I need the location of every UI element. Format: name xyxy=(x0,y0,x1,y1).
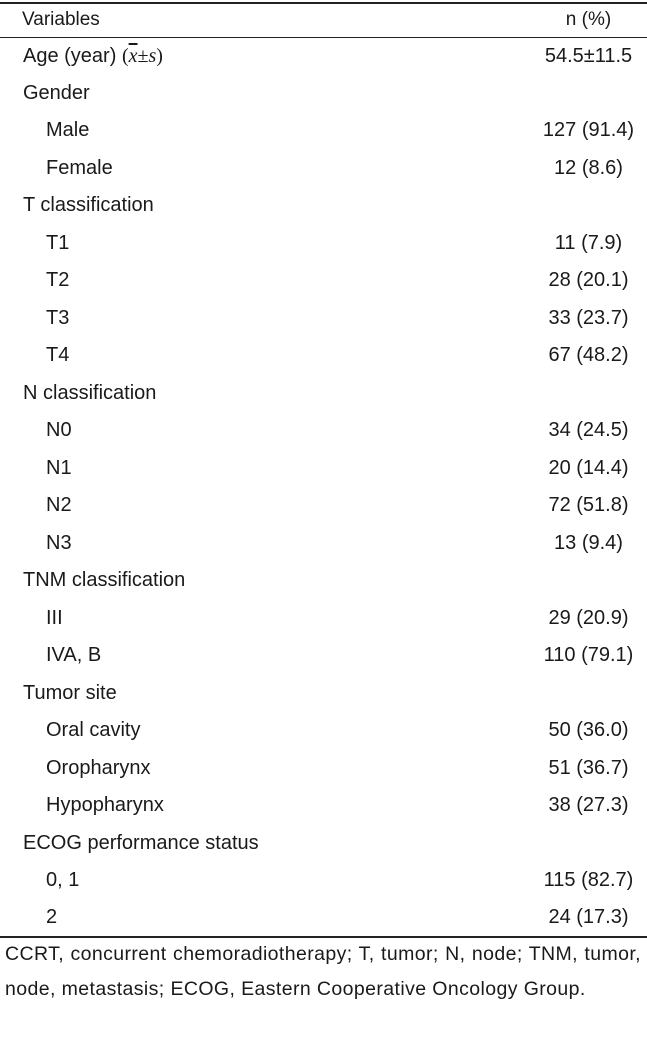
table-row xyxy=(0,712,647,750)
row-value: 51 (36.7) xyxy=(548,756,629,779)
row-value xyxy=(470,75,647,113)
table-row xyxy=(0,862,647,900)
category-label: Gender xyxy=(23,81,90,104)
row-value xyxy=(470,187,647,225)
table-row xyxy=(0,300,647,338)
category-label: Tumor site xyxy=(23,681,117,704)
row-value: 20 (14.4) xyxy=(548,456,629,479)
row-label: IVA, B xyxy=(46,644,102,667)
row-label: III xyxy=(46,606,63,629)
table-row xyxy=(0,112,647,150)
table-row xyxy=(0,525,647,563)
row-value: 38 (27.3) xyxy=(548,794,629,817)
table-row xyxy=(0,337,647,375)
row-value xyxy=(470,675,647,713)
row-value: 110 (79.1) xyxy=(543,644,634,667)
table-row xyxy=(0,225,647,263)
row-label: Male xyxy=(46,119,90,142)
row-label: T1 xyxy=(46,231,70,254)
row-value: 67 (48.2) xyxy=(548,344,629,367)
row-value: 11 (7.9) xyxy=(554,231,623,254)
row-value xyxy=(470,562,647,600)
table-row-category xyxy=(0,675,647,713)
table-header-row xyxy=(0,3,647,37)
row-label: Hypopharynx xyxy=(46,794,164,817)
row-label: N1 xyxy=(46,456,72,479)
table-row xyxy=(0,787,647,825)
age-paren-open: ( xyxy=(121,44,129,67)
table-row xyxy=(0,750,647,788)
row-label: Oral cavity xyxy=(46,719,141,742)
table-row-category xyxy=(0,75,647,113)
table-row-category xyxy=(0,375,647,413)
age-label xyxy=(0,37,470,75)
category-label: ECOG performance status xyxy=(23,831,259,854)
row-label: 0, 1 xyxy=(46,869,80,892)
row-value: 33 (23.7) xyxy=(548,306,629,329)
row-label: N3 xyxy=(46,531,72,554)
row-label: Female xyxy=(46,156,113,179)
characteristics-table xyxy=(0,2,647,938)
table-row xyxy=(0,637,647,675)
category-label: TNM classification xyxy=(23,569,186,592)
header-variables: Variables xyxy=(0,3,470,37)
age-plus-minus-symbol: ± xyxy=(137,44,149,67)
table-row xyxy=(0,412,647,450)
row-value xyxy=(470,375,647,413)
row-label: 2 xyxy=(0,900,470,938)
characteristics-table-container xyxy=(0,2,647,938)
row-value xyxy=(470,825,647,863)
row-label: T2 xyxy=(46,269,70,292)
table-row xyxy=(0,600,647,638)
age-mean-symbol: $\overline{x}$ xyxy=(128,44,138,67)
row-value: 115 (82.7) xyxy=(543,869,634,892)
table-row-category xyxy=(0,562,647,600)
row-value: 24 (17.3) xyxy=(470,900,647,938)
row-value: 34 (24.5) xyxy=(548,419,629,442)
row-value: 12 (8.6) xyxy=(554,156,623,179)
row-value: 13 (9.4) xyxy=(554,531,623,554)
header-n-percent: n (%) xyxy=(470,3,647,37)
row-value: 50 (36.0) xyxy=(548,719,629,742)
row-label: T3 xyxy=(46,306,70,329)
age-sd-symbol: s xyxy=(148,44,157,67)
row-label: Oropharynx xyxy=(46,756,151,779)
category-label: T classification xyxy=(23,194,154,217)
row-label: T4 xyxy=(46,344,70,367)
table-row xyxy=(0,487,647,525)
row-value: 28 (20.1) xyxy=(548,269,629,292)
table-row xyxy=(0,900,647,938)
age-label-text: Age (year) xyxy=(23,44,122,67)
table-row-category xyxy=(0,825,647,863)
category-label: N classification xyxy=(23,381,157,404)
row-label: N2 xyxy=(46,494,72,517)
row-value: 29 (20.9) xyxy=(548,606,629,629)
row-value: 127 (91.4) xyxy=(542,119,635,142)
row-label: N0 xyxy=(46,419,72,442)
table-row-age xyxy=(0,37,647,75)
table-row xyxy=(0,262,647,300)
age-paren-close: ) xyxy=(156,44,163,67)
table-row xyxy=(0,150,647,188)
age-value: 54.5±11.5 xyxy=(544,44,633,67)
table-row xyxy=(0,450,647,488)
table-row-category xyxy=(0,187,647,225)
row-value: 72 (51.8) xyxy=(548,494,629,517)
table-footnote: CCRT, concurrent chemoradiotherapy; T, tumor; N, node; TNM, tumor, node, metastasis; ECOG, Eastern Cooperative Oncology Group. xyxy=(5,943,641,1000)
